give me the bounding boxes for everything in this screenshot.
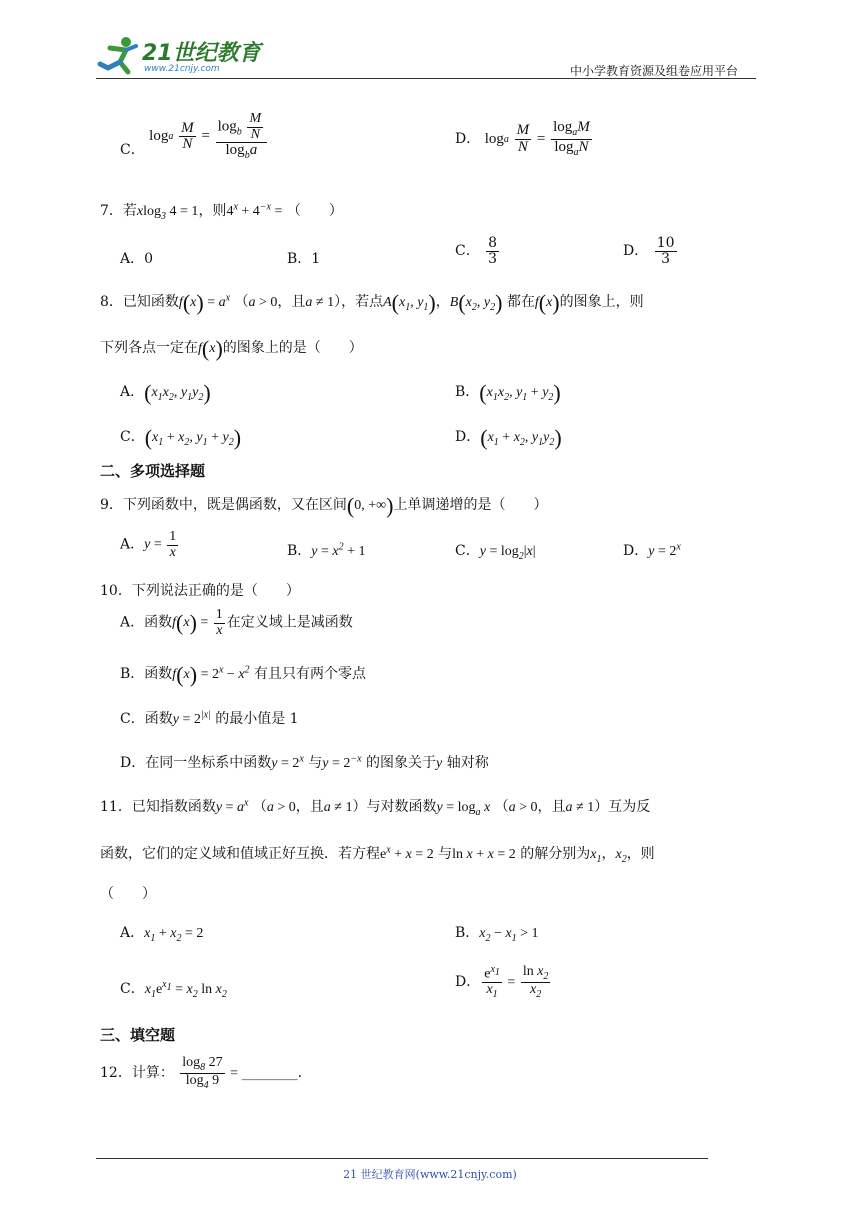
q9-option-a: A．y = $\frac{1}{x}$ — [120, 529, 177, 560]
runner-logo-icon — [96, 34, 140, 78]
section-title-multi-choice: 二、多项选择题 — [100, 462, 206, 480]
q11-option-a: A．$x_1 + x_2 = 2$ — [120, 925, 204, 944]
q8-option-d: D．($x_1 + x_2$, $y_1y_2$) — [455, 425, 562, 450]
q11-stem-line2: 函数，它们的定义域和值域正好互换．若方程$e^x + x = 2$ 与ln x + x = 2 的解分别为$x_1$，$x_2$，则 — [100, 844, 655, 865]
header-logo — [96, 34, 266, 78]
q6-option-c: C． log a $\frac{M}{N}$ = $\log_b$ $\frac{M}{N}$ $\log_ba$ — [120, 112, 269, 162]
q10-option-b: B．函数$f(x) = 2^x - x^2$ 有且只有两个零点 — [120, 662, 366, 687]
q9-option-d: D．$y = 2^x$ — [623, 541, 681, 559]
q10-option-c: C．函数$y = 2^{|x|}$ 的最小值是 1 — [120, 709, 299, 727]
q9-option-b: B．$y = x^2 + 1$ — [287, 541, 366, 559]
q11-stem-line1: 11．已知指数函数$y = a^x$ （a > 0，且a ≠ 1）与对数函数$y = \log_a x$ （a > 0，且a ≠ 1）互为反 — [100, 797, 651, 818]
q8-stem-line2: 下列各点一定在f(x)的图象上的是（ ） — [100, 336, 363, 361]
q8-option-b: B．($x_1x_2$, $y_1 + y_2$) — [455, 380, 561, 405]
q10-stem: 10．下列说法正确的是（ ） — [100, 583, 300, 599]
footer-text: 21 世纪教育网(www.21cnjy.com) — [343, 1168, 517, 1181]
logo-url: www.21cnjy.com — [144, 64, 220, 74]
q11-option-d: D． $\frac{e^{x_1}}{x_1}$ = $\frac{\ln x_2}{x_2}$ — [455, 964, 549, 1001]
q11-option-c: C．$x_1e^{x_1} = x_2$ $\ln x_2$ — [120, 979, 227, 1000]
q12-stem: 12．计算： $\frac{\log_8 27}{\log_4 9}$ = ________. — [100, 1055, 303, 1092]
q7-stem: 7．若xlog$_3$ 4 = 1，则$4^x + 4^{-x}$ = （ ） — [100, 201, 343, 222]
q9-stem: 9．下列函数中，既是偶函数，又在区间(0, +∞)上单调递增的是（ ） — [100, 493, 548, 518]
q11-option-b: B．$x_2 - x_1 > 1$ — [455, 925, 539, 944]
q10-option-d: D．在同一坐标系中函数$y = 2^x$ 与$y = 2^{-x}$ 的图象关于y 轴对称 — [120, 753, 489, 771]
q8-stem-line1: 8．已知函数$f(x) = a^x$ （a > 0，且a ≠ 1），若点$A(x_1$, $y_1$)，$B(x_2$, $y_2$) 都在f(x)的图象上，则 — [100, 290, 644, 315]
footer-rule — [96, 1158, 708, 1159]
logo-text: 21世纪教育 — [142, 41, 261, 66]
q11-blank: （ ） — [100, 886, 156, 902]
q7-option-a: A．0 — [120, 251, 154, 267]
header-rule — [96, 78, 756, 79]
q8-option-c: C．($x_1 + x_2$, $y_1 + y_2$) — [120, 425, 242, 450]
q7-option-d: D． $\frac{10}{3}$ — [623, 235, 675, 267]
header-right-text: 中小学教育资源及组卷应用平台 — [570, 64, 739, 78]
q9-option-c: C．$y = \log_2|x|$ — [455, 543, 536, 562]
q10-option-a: A．函数f(x) = $\frac{1}{x}$ 在定义域上是减函数 — [120, 607, 353, 638]
q6-option-d: D． log a $\frac{M}{N}$ = $\frac{\log_aM}{\log_aN}$ — [455, 119, 590, 158]
q7-option-b: B．1 — [287, 251, 321, 267]
q7-option-c: C． $\frac{8}{3}$ — [455, 235, 498, 267]
q8-option-a: A．($x_1x_2$, $y_1y_2$) — [120, 380, 211, 405]
section-title-fill-blank: 三、填空题 — [100, 1026, 176, 1044]
